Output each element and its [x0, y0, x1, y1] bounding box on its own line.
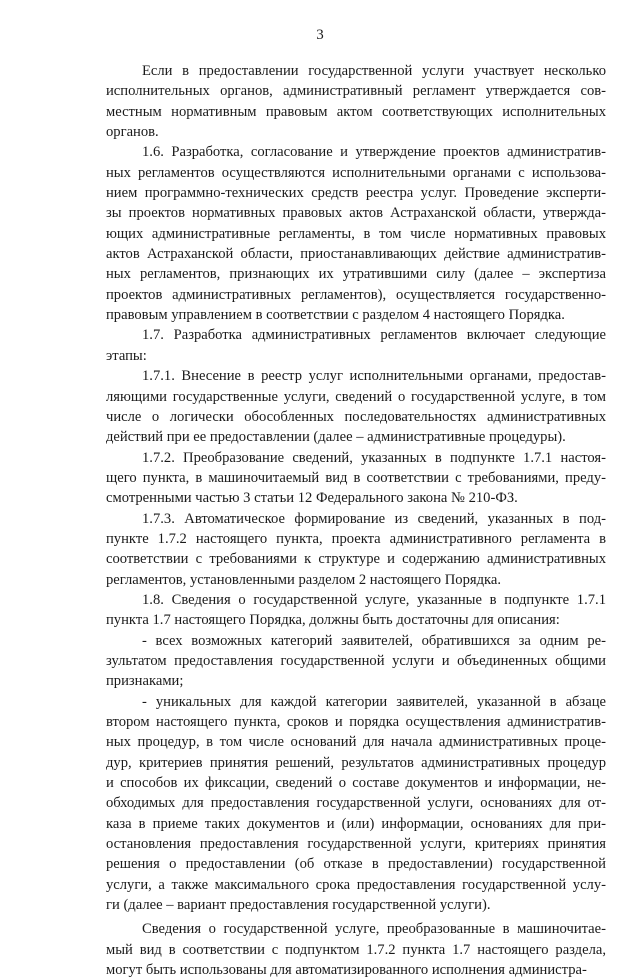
- paragraph-line: органов.: [106, 124, 159, 141]
- paragraph-line: пункта 1.7 настоящего Порядка, должны быть достаточны для описания:: [106, 612, 560, 629]
- paragraph-line: числе о логически обособленных последовательностях административных: [106, 408, 606, 425]
- page-number: 3: [316, 27, 324, 43]
- paragraph: [106, 366, 606, 447]
- paragraph-line: щего пункта, в машиночитаемый вид в соответствии с требованиями, преду-: [106, 469, 606, 486]
- paragraph-line: ляющими государственные услуги, сведений о государственной услуге, в том: [106, 388, 606, 405]
- paragraph: [106, 509, 606, 590]
- paragraph-line: актов Астраханской области, приостанавливающих действие административ-: [106, 246, 606, 263]
- paragraph-line: ги (далее – вариант предоставления государственной услуги).: [106, 897, 491, 914]
- paragraph: [106, 325, 606, 366]
- paragraph: [106, 61, 606, 142]
- paragraph-line: правовым управлением в соответствии с разделом 4 настоящего Порядка.: [106, 307, 565, 324]
- paragraph-line: нием программно-технических средств реестра услуг. Проведение эксперти-: [106, 185, 606, 202]
- paragraph-line: ных регламентов осуществляются исполнительными органами с использова-: [106, 164, 606, 181]
- paragraph-line: зы проектов нормативных правовых актов Астраханской области, утвержда-: [106, 205, 606, 222]
- paragraph-line: пункте 1.7.2 настоящего пункта, проекта административного регламента в: [106, 530, 606, 547]
- paragraph: [106, 631, 606, 692]
- paragraph-line: 1.8. Сведения о государственной услуге, указанные в подпункте 1.7.1: [142, 591, 606, 608]
- paragraph-line: местным нормативным правовым актом соответствующих исполнительных: [106, 103, 606, 120]
- paragraph-line: соответствии с требованиями к структуре и содержанию административных: [106, 551, 606, 568]
- paragraph-line: ющих административные регламенты, в том числе нормативных правовых: [106, 225, 606, 242]
- paragraph-line: мый вид в соответствии с подпунктом 1.7.2 пункта 1.7 настоящего раздела,: [106, 941, 606, 958]
- paragraph: [106, 448, 606, 509]
- paragraph-line: действий при ее предоставлении (далее – административные процедуры).: [106, 429, 566, 446]
- paragraph-line: проектов административных регламентов), осуществляется государственно-: [106, 286, 606, 303]
- paragraph-line: Если в предоставлении государственной услуги участвует несколько: [142, 63, 606, 79]
- paragraph-line: 1.7.2. Преобразование сведений, указанных в подпункте 1.7.1 настоя-: [142, 449, 606, 466]
- paragraph-line: признаками;: [106, 673, 184, 690]
- paragraph-line: 1.7. Разработка административных регламентов включает следующие: [142, 327, 606, 344]
- paragraph-line: этапы:: [106, 347, 147, 364]
- paragraph-line: обходимых для предоставления государственной услуги, основаниях для от-: [106, 795, 606, 812]
- paragraph: [106, 590, 606, 631]
- paragraph-line: 1.7.1. Внесение в реестр услуг исполнительными органами, предостав-: [142, 368, 606, 385]
- paragraph: [106, 142, 606, 325]
- paragraph-line: и способов их фиксации, сведений о составе документов и информации, не-: [106, 775, 606, 792]
- paragraph-line: смотренными частью 3 статьи 12 Федерального закона № 210-ФЗ.: [106, 490, 518, 507]
- paragraph-line: дур, критериев принятия решений, результатов административных процедур: [106, 754, 606, 771]
- paragraph-line: ных процедур, в том числе оснований для начала административных проце-: [106, 734, 606, 751]
- paragraph-line: услуги, а также максимального срока предоставления государственной услу-: [106, 876, 606, 893]
- paragraph-line: могут быть использованы для автоматизированного исполнения администра-: [106, 962, 587, 979]
- paragraph-line: Сведения о государственной услуге, преобразованные в машиночитае-: [142, 921, 606, 938]
- paragraph-line: - уникальных для каждой категории заявителей, указанной в абзаце: [142, 693, 606, 710]
- paragraph-line: остановления предоставления государственной услуги, критериях принятия: [106, 836, 606, 853]
- paragraph: [106, 919, 606, 980]
- paragraph: [106, 692, 606, 916]
- paragraph-line: исполнительных органов, административный регламент утверждается сов-: [106, 83, 606, 100]
- paragraph-line: каза в приеме таких документов и (или) информации, основаниях для при-: [106, 815, 606, 832]
- paragraph-line: 1.7.3. Автоматическое формирование из сведений, указанных в под-: [142, 510, 606, 527]
- paragraph-line: решения о предоставлении (об отказе в предоставлении) государственной: [106, 856, 606, 873]
- paragraph-line: втором настоящего пункта, сроков и порядка осуществления административ-: [106, 714, 606, 730]
- document-body: [106, 61, 606, 980]
- paragraph-line: 1.6. Разработка, согласование и утверждение проектов административ-: [142, 144, 606, 161]
- paragraph-line: ных регламентов, признающих их утратившими силу (далее – экспертиза: [106, 266, 606, 283]
- paragraph-line: регламентов, установленными разделом 2 настоящего Порядка.: [106, 571, 501, 588]
- paragraph-line: - всех возможных категорий заявителей, обратившихся за одним ре-: [142, 632, 606, 649]
- paragraph-line: зультатом предоставления государственной услуги и объединенных общими: [106, 652, 606, 669]
